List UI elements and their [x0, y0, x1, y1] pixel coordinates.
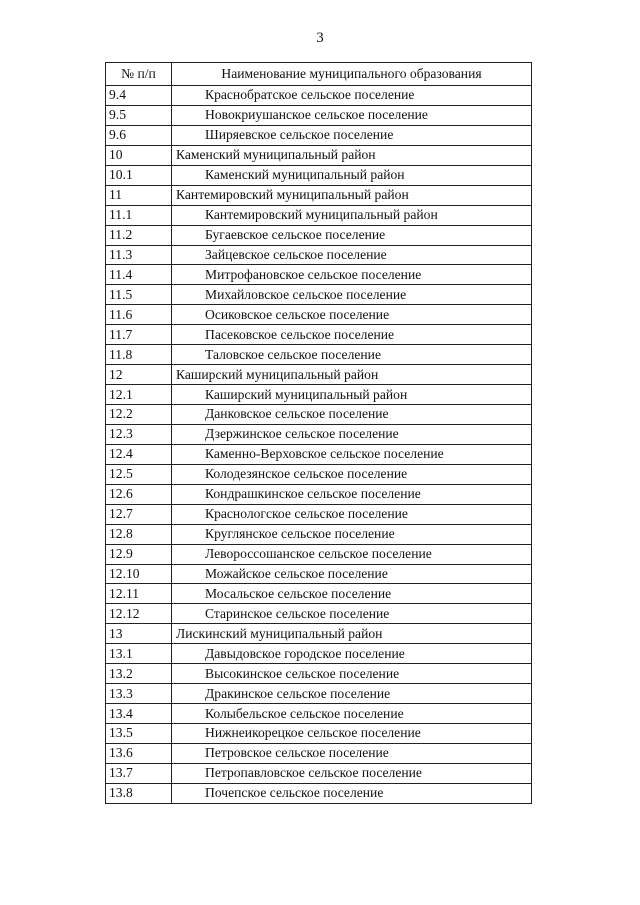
row-number: 11.3 — [106, 245, 172, 265]
row-number: 12.6 — [106, 484, 172, 504]
table-row — [106, 444, 532, 464]
table-row — [106, 724, 532, 744]
municipal-entities-table — [105, 62, 532, 804]
table-row — [106, 484, 532, 504]
header-number: № п/п — [106, 63, 172, 86]
table-row — [106, 105, 532, 125]
page-number: 3 — [316, 30, 324, 46]
settlement-name: Кантемировский муниципальный район — [172, 205, 532, 225]
table-row — [106, 524, 532, 544]
row-number: 10.1 — [106, 165, 172, 185]
table-row — [106, 405, 532, 425]
table-row — [106, 225, 532, 245]
row-number: 11.6 — [106, 305, 172, 325]
row-number: 11.7 — [106, 325, 172, 345]
settlement-name: Давыдовское городское поселение — [172, 644, 532, 664]
settlement-name: Краснологское сельское поселение — [172, 504, 532, 524]
table-row — [106, 365, 532, 385]
settlement-name: Можайское сельское поселение — [172, 564, 532, 584]
row-number: 11 — [106, 185, 172, 205]
row-number: 9.5 — [106, 105, 172, 125]
row-number: 13.2 — [106, 664, 172, 684]
table-row — [106, 285, 532, 305]
settlement-name: Ширяевское сельское поселение — [172, 125, 532, 145]
settlement-name: Митрофановское сельское поселение — [172, 265, 532, 285]
table-row — [106, 345, 532, 365]
table-row — [106, 544, 532, 564]
district-name: Лискинский муниципальный район — [172, 624, 532, 644]
table-row — [106, 624, 532, 644]
table-row — [106, 265, 532, 285]
table-row — [106, 763, 532, 783]
row-number: 12.11 — [106, 584, 172, 604]
settlement-name: Пасековское сельское поселение — [172, 325, 532, 345]
settlement-name: Левороссошанское сельское поселение — [172, 544, 532, 564]
row-number: 11.4 — [106, 265, 172, 285]
settlement-name: Данковское сельское поселение — [172, 405, 532, 425]
row-number: 12.1 — [106, 385, 172, 405]
settlement-name: Высокинское сельское поселение — [172, 664, 532, 684]
row-number: 12.3 — [106, 424, 172, 444]
table-row — [106, 783, 532, 803]
row-number: 13.6 — [106, 743, 172, 763]
row-number: 11.2 — [106, 225, 172, 245]
settlement-name: Петропавловское сельское поселение — [172, 763, 532, 783]
row-number: 11.5 — [106, 285, 172, 305]
row-number: 12.5 — [106, 464, 172, 484]
settlement-name: Каширский муниципальный район — [172, 385, 532, 405]
settlement-name: Круглянское сельское поселение — [172, 524, 532, 544]
table-row — [106, 564, 532, 584]
row-number: 12.7 — [106, 504, 172, 524]
settlement-name: Нижнеикорецкое сельское поселение — [172, 724, 532, 744]
table-row — [106, 245, 532, 265]
settlement-name: Дракинское сельское поселение — [172, 684, 532, 704]
settlement-name: Дзержинское сельское поселение — [172, 424, 532, 444]
settlement-name: Колыбельское сельское поселение — [172, 704, 532, 724]
settlement-name: Каменский муниципальный район — [172, 165, 532, 185]
row-number: 9.4 — [106, 86, 172, 106]
row-number: 13.1 — [106, 644, 172, 664]
row-number: 13.4 — [106, 704, 172, 724]
row-number: 13.3 — [106, 684, 172, 704]
settlement-name: Петровское сельское поселение — [172, 743, 532, 763]
settlement-name: Осиковское сельское поселение — [172, 305, 532, 325]
table-row — [106, 743, 532, 763]
table-row — [106, 86, 532, 106]
row-number: 12.9 — [106, 544, 172, 564]
row-number: 12.8 — [106, 524, 172, 544]
table-row — [106, 684, 532, 704]
row-number: 13.7 — [106, 763, 172, 783]
row-number: 10 — [106, 145, 172, 165]
table-row — [106, 464, 532, 484]
row-number: 12.10 — [106, 564, 172, 584]
row-number: 11.1 — [106, 205, 172, 225]
row-number: 12.2 — [106, 405, 172, 425]
settlement-name: Зайцевское сельское поселение — [172, 245, 532, 265]
table-row — [106, 504, 532, 524]
header-name: Наименование муниципального образования — [172, 63, 532, 86]
settlement-name: Михайловское сельское поселение — [172, 285, 532, 305]
table-row — [106, 205, 532, 225]
table-row — [106, 305, 532, 325]
settlement-name: Новокриушанское сельское поселение — [172, 105, 532, 125]
settlement-name: Кондрашкинское сельское поселение — [172, 484, 532, 504]
table-row — [106, 165, 532, 185]
row-number: 13.8 — [106, 783, 172, 803]
district-name: Кантемировский муниципальный район — [172, 185, 532, 205]
table-row — [106, 644, 532, 664]
table-header-row — [106, 63, 532, 86]
settlement-name: Каменно-Верховское сельское поселение — [172, 444, 532, 464]
settlement-name: Мосальское сельское поселение — [172, 584, 532, 604]
row-number: 13 — [106, 624, 172, 644]
table-row — [106, 424, 532, 444]
settlement-name: Старинское сельское поселение — [172, 604, 532, 624]
row-number: 12 — [106, 365, 172, 385]
row-number: 12.4 — [106, 444, 172, 464]
district-name: Каширский муниципальный район — [172, 365, 532, 385]
settlement-name: Краснобратское сельское поселение — [172, 86, 532, 106]
district-name: Каменский муниципальный район — [172, 145, 532, 165]
table-row — [106, 185, 532, 205]
row-number: 9.6 — [106, 125, 172, 145]
settlement-name: Почепское сельское поселение — [172, 783, 532, 803]
settlement-name: Колодезянское сельское поселение — [172, 464, 532, 484]
table-row — [106, 664, 532, 684]
table-row — [106, 125, 532, 145]
table-row — [106, 145, 532, 165]
row-number: 13.5 — [106, 724, 172, 744]
table-row — [106, 704, 532, 724]
table-body — [106, 86, 532, 804]
table-row — [106, 385, 532, 405]
row-number: 12.12 — [106, 604, 172, 624]
table-row — [106, 584, 532, 604]
table-row — [106, 325, 532, 345]
table-row — [106, 604, 532, 624]
settlement-name: Бугаевское сельское поселение — [172, 225, 532, 245]
settlement-name: Таловское сельское поселение — [172, 345, 532, 365]
row-number: 11.8 — [106, 345, 172, 365]
